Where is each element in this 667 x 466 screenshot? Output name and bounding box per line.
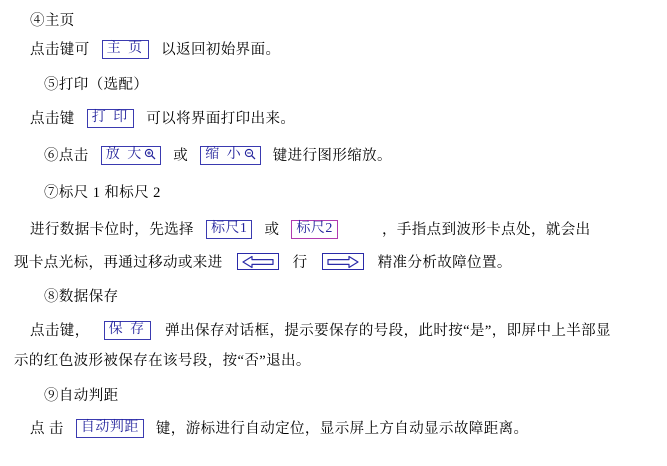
section-6-between: 或 <box>173 147 189 164</box>
auto-distance-button[interactable]: 自动判距 <box>76 419 144 438</box>
section-5-heading <box>44 78 148 93</box>
section-4-heading-text: ④主页 <box>30 13 75 29</box>
section-4-body-suffix: 以返回初始界面。 <box>161 41 281 58</box>
save-button[interactable]: 保 存 <box>104 321 152 340</box>
print-button[interactable]: 打 印 <box>87 109 135 128</box>
section-7-line-2 <box>14 255 512 272</box>
section-7-line1-suffix: ，手指点到波形卡点处，就会出 <box>381 221 591 238</box>
section-6-prefix: ⑥点击 <box>44 147 89 164</box>
section-7-heading-text: ⑦标尺 1 和标尺 2 <box>44 185 161 201</box>
section-8-line2-text: 示的红色波形被保存在该号段，按“否”退出。 <box>14 353 311 369</box>
section-7-line2-prefix: 现卡点光标，再通过移动或来进 <box>14 254 223 271</box>
section-7-line2-mid: 行 <box>292 254 308 271</box>
section-7-between: 或 <box>264 221 280 238</box>
magnifier-minus-icon <box>244 148 256 160</box>
section-8-heading-text: ⑧数据保存 <box>44 289 119 305</box>
section-9-heading <box>44 389 119 404</box>
ruler-2-button[interactable]: 标尺2 <box>291 220 338 239</box>
section-4-body <box>30 41 280 60</box>
section-5-body-suffix: 可以将界面打印出来。 <box>146 110 296 127</box>
zoom-in-label: 放 大 <box>105 147 144 162</box>
section-9-line-1 <box>30 420 528 439</box>
section-8-heading <box>44 290 119 305</box>
section-8-line-2 <box>14 354 311 369</box>
section-4-heading <box>30 14 75 29</box>
zoom-out-button[interactable] <box>200 146 261 165</box>
section-6-line <box>44 147 392 166</box>
arrow-right-button[interactable] <box>322 253 364 270</box>
zoom-out-label: 缩 小 <box>205 147 243 162</box>
section-7-line-1 <box>30 221 591 240</box>
arrow-left-button[interactable] <box>237 253 279 270</box>
section-9-line1-prefix: 点 击 <box>30 420 64 437</box>
section-7-heading <box>44 186 161 201</box>
home-button[interactable]: 主 页 <box>102 40 150 59</box>
magnifier-plus-icon <box>144 148 156 160</box>
section-8-line-1 <box>30 322 611 341</box>
zoom-in-button[interactable] <box>101 146 162 165</box>
section-8-line1-suffix: 弹出保存对话框，提示要保存的号段，此时按“是”，即屏中上半部显 <box>165 322 611 339</box>
section-4-body-prefix: 点击键可 <box>30 41 90 58</box>
section-8-line1-prefix: 点击键， <box>30 322 90 339</box>
arrow-right-icon <box>326 255 360 269</box>
section-5-heading-text: ⑤打印（选配） <box>44 77 149 93</box>
arrow-left-icon <box>241 255 275 269</box>
ruler-1-button[interactable]: 标尺1 <box>206 220 253 239</box>
section-6-suffix: 键进行图形缩放。 <box>272 147 392 164</box>
section-7-line2-suffix: 精准分析故障位置。 <box>377 254 512 271</box>
section-5-body <box>30 110 295 129</box>
section-5-body-prefix: 点击键 <box>30 110 75 127</box>
section-9-heading-text: ⑨自动判距 <box>44 388 119 404</box>
section-9-line1-suffix: 键，游标进行自动定位，显示屏上方自动显示故障距离。 <box>155 420 529 437</box>
section-7-line1-prefix: 进行数据卡位时，先选择 <box>30 221 194 238</box>
